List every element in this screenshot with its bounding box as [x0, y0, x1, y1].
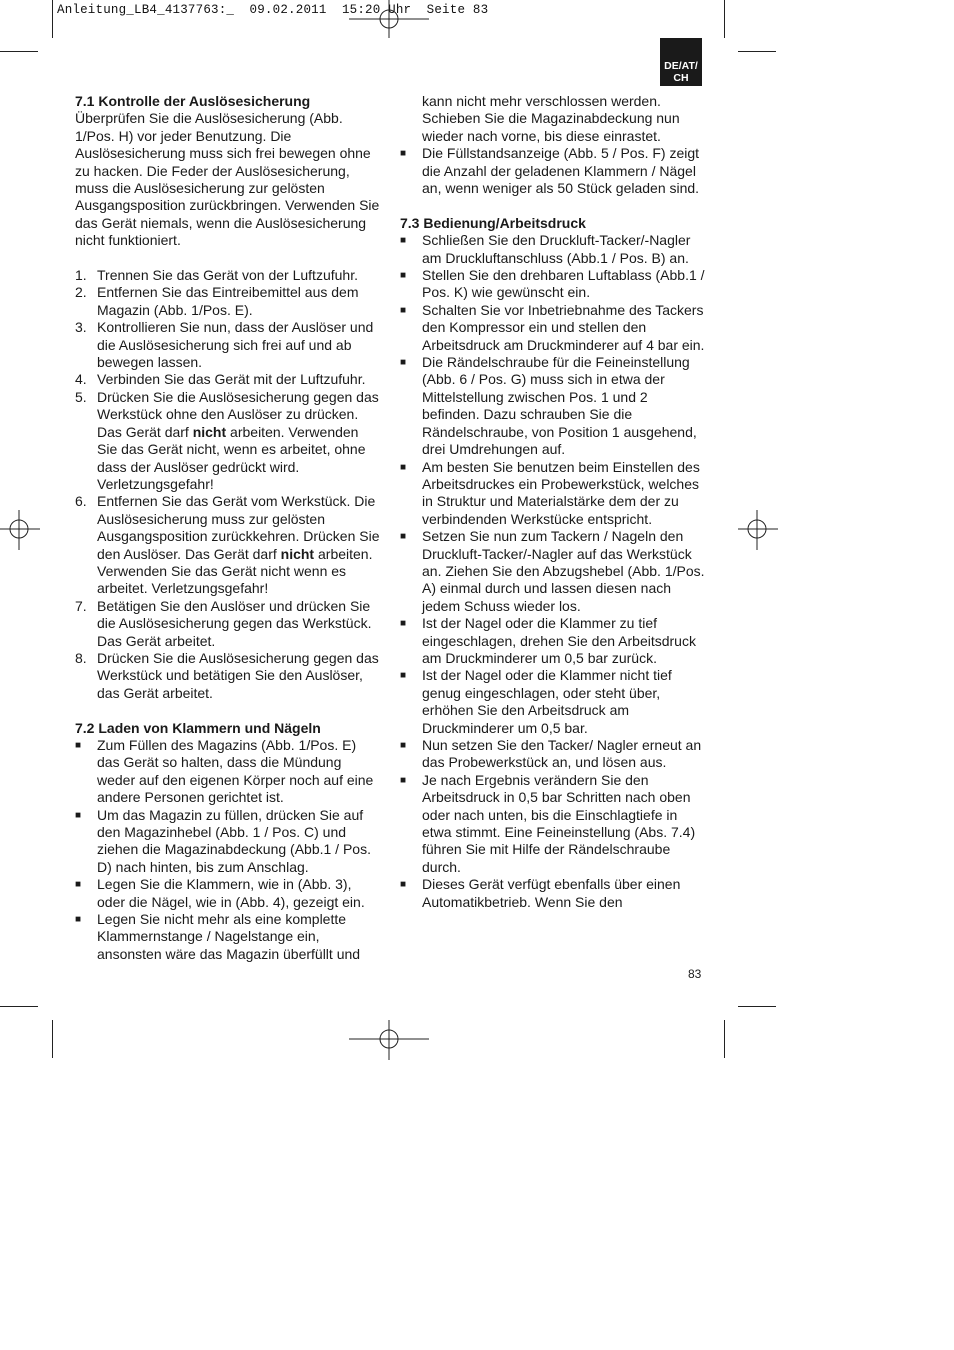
- bullet-text: Die Rändelschraube für die Feineinstellung (Abb. 6 / Pos. G) muss sich in etwa der Mittelstellung zwischen Pos. 1 und 2 befinden. Dazu schrauben Sie die Rändelschraube, von Position 1 ausgehend, drei Umdrehungen auf.: [422, 354, 697, 458]
- bullet-text: Ist der Nagel oder die Klammer zu tief eingeschlagen, drehen Sie den Arbeitsdruck am Druckminderer um 0,5 bar zurück.: [422, 615, 696, 666]
- crop-mark-bl-h: [0, 1006, 38, 1007]
- bullet-item: [75, 807, 380, 877]
- section-heading-7-3: 7.3 Bedienung/Arbeitsdruck: [400, 214, 586, 231]
- step-text: [97, 493, 380, 597]
- bullet-square-icon: ■: [400, 357, 407, 369]
- step-number: 4.: [75, 371, 87, 388]
- bullet-square-icon: ■: [400, 148, 407, 160]
- bullet-item: [75, 911, 380, 963]
- print-header: Anleitung_LB4_4137763:_ 09.02.2011 15:20 Uhr Seite 83: [57, 3, 489, 17]
- bullet-square-icon: ■: [400, 235, 407, 247]
- bullet-item: [75, 737, 380, 807]
- numbered-step: [75, 267, 380, 284]
- numbered-step: [75, 598, 380, 650]
- step-text: Kontrollieren Sie nun, dass der Auslöser und die Auslösesicherung sich frei auf und ab bewegen lassen.: [97, 319, 374, 371]
- crop-mark-br-v: [724, 1020, 725, 1058]
- section-7-1-intro: Überprüfen Sie die Auslösesicherung (Abb. 1/Pos. H) vor jeder Benutzung. Die Auslösesicherung muss sich frei bewegen ohne zu hacken. Die Feder der Auslösesicherung, muss die Auslösesicherung zur gelösten Ausgangsposition zurückbringen. Verwenden Sie das Gerät niemals, wenn die Auslösesicherung nicht funktioniert.: [75, 110, 380, 249]
- crop-mark-tl-h: [0, 51, 38, 52]
- registration-mark-bottom: [349, 1020, 429, 1060]
- bullet-text: Nun setzen Sie den Tacker/ Nagler erneut an das Probewerkstück an, und lösen aus.: [422, 737, 702, 771]
- bullet-item: [400, 267, 705, 302]
- right-column: [400, 93, 705, 911]
- step-text-bold: nicht: [192, 423, 227, 440]
- bullet-square-icon: ■: [400, 531, 407, 543]
- bullet-text: Stellen Sie den drehbaren Luftablass (Abb.1 / Pos. K) wie gewünscht ein.: [422, 267, 705, 301]
- bullet-square-icon: ■: [400, 774, 407, 786]
- section-heading-7-2: 7.2 Laden von Klammern und Nägeln: [75, 719, 321, 736]
- crop-mark-tr-v: [724, 0, 725, 38]
- registration-mark-right: [738, 510, 778, 550]
- bullet-text: Legen Sie die Klammern, wie in (Abb. 3), oder die Nägel, wie in (Abb. 4), gezeigt ein.: [97, 876, 365, 910]
- bullet-item: [400, 876, 705, 911]
- bullet-item: [400, 737, 705, 772]
- crop-mark-tl-v: [52, 0, 53, 38]
- bullet-item: [400, 145, 705, 197]
- step-text-a: Drücken Sie die Auslösesicherung gegen das Werkstück ohne den Auslöser zu drücken. Das Gerät darf: [97, 388, 379, 440]
- bullet-item: [400, 528, 705, 615]
- step-text: Entfernen Sie das Eintreibemittel aus dem Magazin (Abb. 1/Pos. E).: [97, 284, 359, 318]
- language-badge-line-2: CH: [673, 72, 689, 84]
- left-column: [75, 93, 380, 963]
- bullet-item: [400, 354, 705, 458]
- numbered-step: [75, 493, 380, 597]
- bullet-item: [400, 302, 705, 354]
- bullet-square-icon: ■: [400, 304, 407, 316]
- bullet-square-icon: ■: [75, 914, 82, 926]
- step-text: Trennen Sie das Gerät von der Luftzufuhr.: [97, 267, 358, 284]
- step-text: Verbinden Sie das Gerät mit der Luftzufuhr.: [97, 371, 366, 388]
- crop-mark-bl-v: [52, 1020, 53, 1058]
- numbered-step: [75, 284, 380, 319]
- step-number: 8.: [75, 649, 87, 666]
- bullet-item: [400, 615, 705, 667]
- step-number: 5.: [75, 388, 87, 405]
- step-number: 1.: [75, 267, 87, 284]
- bullet-text: Zum Füllen des Magazins (Abb. 1/Pos. E) das Gerät so halten, dass die Mündung weder auf den eigenen Körper noch auf eine andere Personen gerichtet ist.: [97, 737, 374, 806]
- bullet-square-icon: ■: [400, 740, 407, 752]
- numbered-step: [75, 650, 380, 702]
- bullet-square-icon: ■: [400, 461, 407, 473]
- crop-mark-tr-h: [738, 51, 776, 52]
- bullet-text: Schließen Sie den Druckluft-Tacker/-Nagler am Druckluftanschluss (Abb.1 / Pos. B) an.: [422, 232, 691, 266]
- step-text-a: Entfernen Sie das Gerät vom Werkstück. Die Auslösesicherung muss zur gelösten Ausgangsposition zurückkehren. Drücken Sie den Auslöser. Das Gerät darf: [97, 493, 380, 562]
- bullet-text: Um das Magazin zu füllen, drücken Sie auf den Magazinhebel (Abb. 1 / Pos. C) und ziehen die Magazinabdeckung (Abb.1 / Pos. D) nach hinten, bis zum Anschlag.: [97, 806, 371, 875]
- numbered-step: [75, 371, 380, 388]
- step-text-b: arbeiten. Verwenden Sie das Gerät nicht, wenn es arbeitet, ohne dass der Auslöser gedrückt wird. Verletzungsgefahr!: [97, 423, 366, 492]
- bullet-item: [400, 459, 705, 529]
- bullet-square-icon: ■: [75, 879, 82, 891]
- bullet-item: [400, 667, 705, 737]
- bullet-text: Am besten Sie benutzen beim Einstellen des Arbeitsdruckes ein Probewerkstück, welches in Struktur und Materialstärke dem der zu verbindenden Werkstücke entspricht.: [422, 458, 700, 527]
- step-number: 7.: [75, 597, 87, 614]
- bullet-square-icon: ■: [400, 618, 407, 630]
- bullet-square-icon: ■: [400, 670, 407, 682]
- bullet-text: Die Füllstandsanzeige (Abb. 5 / Pos. F) zeigt die Anzahl der geladenen Klammern / Nägel an, wenn weniger als 50 Stück geladen sind.: [422, 145, 700, 197]
- step-text: Drücken Sie die Auslösesicherung gegen das Werkstück und betätigen Sie den Auslöser, das Gerät arbeitet.: [97, 649, 379, 701]
- bullet-text: Dieses Gerät verfügt ebenfalls über einen Automatikbetrieb. Wenn Sie den: [422, 876, 681, 910]
- numbered-step: [75, 319, 380, 371]
- crop-mark-br-h: [738, 1006, 776, 1007]
- bullet-square-icon: ■: [75, 809, 82, 821]
- bullet-text: Schalten Sie vor Inbetriebnahme des Tackers den Kompressor ein und stellen den Arbeitsdruck am Druckminderer auf 4 bar ein.: [422, 301, 705, 353]
- step-text-bold: nicht: [280, 545, 315, 562]
- step-text: Betätigen Sie den Auslöser und drücken Sie die Auslösesicherung gegen das Werkstück. Das Gerät arbeitet.: [97, 597, 372, 649]
- section-heading-7-1: 7.1 Kontrolle der Auslösesicherung: [75, 93, 311, 109]
- bullet-text: Legen Sie nicht mehr als eine komplette Klammernstange / Nagelstange ein, ansonsten wäre das Magazin überfüllt und: [97, 911, 361, 962]
- bullet-text: Ist der Nagel oder die Klammer nicht tief genug eingeschlagen, oder steht über, erhöhen Sie den Arbeitsdruck am Druckminderer um 0,5 bar.: [422, 667, 672, 736]
- continued-text: kann nicht mehr verschlossen werden. Schieben Sie die Magazinabdeckung nun wieder nach vorne, bis diese einrastet.: [422, 93, 680, 144]
- bullet-square-icon: ■: [400, 879, 407, 891]
- bullet-item: [75, 876, 380, 911]
- registration-mark-top: [349, 0, 429, 38]
- step-number: 6.: [75, 493, 87, 510]
- bullet-text: Je nach Ergebnis verändern Sie den Arbeitsdruck in 0,5 bar Schritten nach oben oder nach unten, bis die Einschlagtiefe in etwa stimmt. Eine Feineinstellung (Abs. 7.4) führen Sie mit Hilfe der Rändelschraube durch.: [422, 771, 696, 875]
- numbered-step: [75, 389, 380, 493]
- step-number: 2.: [75, 284, 87, 301]
- bullet-item: [400, 232, 705, 267]
- language-badge-line-1: DE/AT/: [664, 60, 698, 72]
- bullet-square-icon: ■: [75, 740, 82, 751]
- registration-mark-left: [0, 510, 40, 550]
- step-text-b: arbeiten. Verwenden Sie das Gerät nicht wenn es arbeitet. Verletzungsgefahr!: [97, 545, 373, 597]
- bullet-square-icon: ■: [400, 270, 407, 282]
- page-number: 83: [688, 967, 702, 981]
- step-text: [97, 389, 380, 493]
- language-badge: [660, 38, 702, 86]
- bullet-item: [400, 772, 705, 876]
- bullet-text: Setzen Sie nun zum Tackern / Nageln den Druckluft-Tacker/-Nagler auf das Werkstück an. Ziehen Sie den Abzugshebel (Abb. 1/Pos. A) einmal durch und lassen diesen nach jedem Schuss wieder los.: [422, 528, 705, 614]
- step-number: 3.: [75, 319, 87, 336]
